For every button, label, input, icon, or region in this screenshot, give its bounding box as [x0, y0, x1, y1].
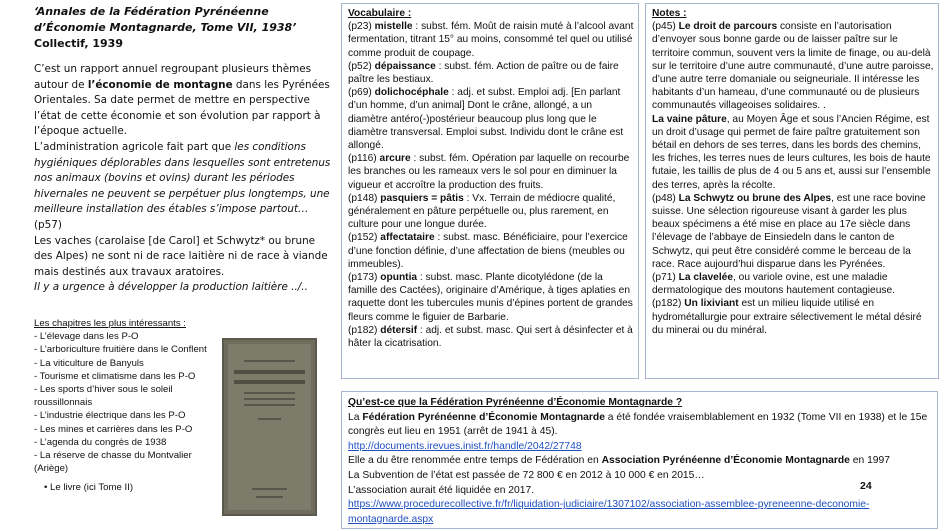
note-ref: (p45) [652, 21, 679, 33]
association-name: Association Pyrénéenne d’Économie Montagnarde [601, 455, 850, 467]
admin-page-ref: (p57) [34, 218, 62, 231]
note-term: La Schwytz ou brune des Alpes [678, 192, 832, 204]
entry-ref: (p182) [348, 324, 381, 336]
note-entry [652, 271, 934, 297]
entry-definition: : subst. masc. Plante dicotylédone (de la famille des Cactées), originaire d’Amérique, à tiges aplaties en raquette dont les tubercules munis d’épines portent de grandes fleurs comme le figuier de Barbarie. [348, 272, 633, 323]
page-number: 24 [860, 480, 872, 492]
book-cover-text-line [258, 418, 281, 420]
book-cover-text-line [256, 496, 283, 498]
urgency-text: Il y a urgence à développer la production laitière ../.. [34, 281, 308, 294]
note-ref: (p48) [652, 192, 679, 204]
vocab-entry [348, 271, 634, 324]
book-cover-surface [228, 344, 311, 510]
list-item: - L’arboriculture fruitière dans le Conflent [34, 344, 207, 356]
note-term: Le droit de parcours [678, 21, 778, 33]
federation-text: La [348, 411, 363, 423]
book-cover-text-line [244, 360, 295, 362]
note-definition: , est une race bovine suisse. Une sélection rigoureuse visant à garder les plus beaux spécimens a été mise en place au 17e siècle dans l’élevage de l’abbaye de Einsiedeln dans le canton de Schwytz, qui peut être considéré comme le berceau de la race. Race aujourd’hui disparue dans les Pyrénées. [652, 192, 926, 270]
list-item: - L’agenda du congrès de 1938 [34, 436, 167, 448]
entry-definition: : subst. masc. Bénéficiaire, pour l’exercice d’une fonction définie, d’une affectation de biens (meubles ou immeubles). [348, 232, 628, 270]
list-item: - La viticulture de Banyuls [34, 357, 144, 369]
note-term: La vaine pâture [652, 113, 727, 125]
note-definition: , ou variole ovine, est une maladie dermatologique des moutons hautement contagieuse. [652, 272, 895, 297]
intro-paragraph-2 [34, 140, 334, 234]
vocab-entry [348, 86, 634, 152]
federation-line: La Subvention de l’état est passée de 72 800 € en 2012 à 10 000 € en 2015… [348, 469, 705, 481]
entry-definition: : adj. et subst. masc. Qui sert à désinfecter et à hâter la cicatrisation. [348, 324, 633, 350]
book-title-rest: Collectif, 1939 [34, 37, 123, 50]
entry-ref: (p52) [348, 60, 375, 72]
book-cover-image [222, 338, 317, 516]
vocab-entry [348, 20, 634, 60]
list-item: - Les sports d’hiver sous le soleil roussillonnais [34, 384, 173, 409]
intro-text-end: dans les Pyrénées Orientales. Sa date permet de mettre en perspective l’état de cette économie et son évolution par rapport à l’époque actuelle. [34, 78, 330, 138]
note-entry [652, 192, 934, 271]
entry-ref: (p148) [348, 192, 381, 204]
entry-ref: (p116) [348, 153, 380, 165]
federation-heading: Qu’est-ce que la Fédération Pyrénéenne d’Économie Montagnarde ? [348, 397, 683, 408]
entry-term: opuntia [380, 272, 418, 284]
federation-name: Fédération Pyrénéenne d’Économie Montagnarde [362, 411, 605, 423]
entry-term: détersif [380, 324, 418, 336]
federation-text: en 1997 [849, 455, 890, 467]
note-ref: (p71) [652, 272, 679, 284]
book-title-italic: ‘Annales de la Fédération Pyrénéenne d’Économie Montagnarde, Tome VII, 1938’ [34, 5, 297, 34]
intro-paragraph-1 [34, 62, 334, 140]
list-item: - L’élevage dans les P-O [34, 331, 139, 343]
admin-text: L’administration agricole fait part que [34, 140, 235, 153]
chapters-heading: Les chapitres les plus intéressants : [34, 318, 186, 329]
entry-term: mistelle [374, 21, 413, 33]
chapters-list [34, 317, 224, 495]
note-entry [652, 20, 934, 112]
list-item: - L’industrie électrique dans les P-O [34, 410, 186, 422]
book-cover-text-line [244, 404, 295, 406]
list-item: - Les mines et carrières dans les P-O [34, 423, 193, 435]
note-definition: consiste en l’autorisation d’envoyer sous bonne garde ou de laisser paître sur le territoire commun, souvent vers la limite de finage, ou au-delà sur le territoire d’une autre communauté, d’une autre paroisse, d’une autre terre domaniale ou seigneuriale. Il intéresse les habitants d’un hameau, d’une communauté ou de plusieurs communautés villageoises solidaires. . [652, 21, 934, 112]
book-title [34, 4, 334, 52]
note-term: La clavelée [678, 272, 733, 284]
entry-definition: : adj. et subst. Emploi adj. [En parlant d’un homme, d’un animal] Dont le crâne, allongé, a un diamètre antéro(-)postérieur beaucoup plus long que le diamètre transversal. Emploi subst. Individu dont le crâne est allongé. [348, 87, 624, 152]
entry-ref: (p69) [348, 87, 375, 99]
intro-text: C’est un rapport annuel regroupant plusieurs thèmes autour de [34, 63, 312, 91]
vocab-entry [348, 152, 634, 192]
federation-line [348, 411, 933, 440]
book-cover-text-line [252, 488, 287, 490]
vocabulary-heading: Vocabulaire : [348, 8, 412, 19]
book-cover-text-line [244, 392, 295, 394]
note-entry [652, 113, 934, 192]
entry-term: dolichocéphale [374, 87, 449, 99]
admin-quote: les conditions hygiéniques déplorables dans lesquelles sont entretenus nos animaux (bovins et ovins) durant les périodes hivernales ne peuvent se perpétuer plus longtemps, une meilleure installation des étables s’impose partout… [34, 140, 331, 216]
notes-heading: Notes : [652, 8, 687, 19]
book-cover-text-line [234, 370, 305, 374]
entry-term: pasquiers = pâtis [380, 192, 464, 204]
note-definition: est un milieu liquide utilisé en hydrométallurgie pour extraire sélectivement le métal désiré du minerai ou du minéral. [652, 298, 922, 336]
intro-paragraph-4 [34, 280, 334, 296]
note-definition: , au Moyen Âge et sous l’Ancien Régime, est un droit d’usage qui permet de faire paître gratuitement son bétail en dehors de ses terres, dans les bords des chemins, les friches, les terres nues de leurs cultures, les bois de haute futaie, les taillis de plus de 4 ou 5 ans et, aussi sur l’ensemble des terres, après la récolte. [652, 113, 931, 191]
entry-definition: : Vx. Terrain de médiocre qualité, généralement en pâture perpétuelle ou, plus rarement, en culture pour une longue durée. [348, 192, 616, 231]
procedure-collective-link[interactable]: https://www.procedurecollective.fr/fr/liquidation-judiciaire/1307102/association-assemblee-pyreneenne-deconomie-montagnarde.aspx [348, 499, 870, 525]
federation-line: L’association aurait été liquidée en 2017. [348, 484, 535, 496]
federation-info-box [341, 391, 938, 529]
entry-term: affectataire [380, 232, 435, 244]
vocab-entry [348, 324, 634, 350]
note-entry [652, 297, 934, 337]
vocabulary-box [341, 3, 639, 379]
book-cover-text-line [244, 398, 295, 400]
notes-box [645, 3, 939, 379]
vocab-entry [348, 60, 634, 86]
entry-ref: (p173) [348, 272, 381, 284]
entry-definition: : subst. fém. Moût de raisin muté à l’alcool avant fermentation, titrant 15° au moins, consommé tel quel ou utilisé comme produit de coupage. [348, 21, 634, 59]
list-item: - Tourisme et climatisme dans les P-O [34, 370, 196, 382]
intro-bold: l’économie de montagne [87, 78, 233, 91]
entry-ref: (p152) [348, 232, 381, 244]
entry-definition: : subst. fém. Action de paître ou de faire paître les bestiaux. [348, 60, 619, 86]
entry-term: arcure [379, 153, 411, 165]
entry-ref: (p23) [348, 21, 375, 33]
vocab-entry [348, 231, 634, 271]
book-cover-text-line [234, 380, 305, 384]
federation-text: a été fondée vraisemblablement en 1932 (Tome VII en 1938) et le 15e congrès eut lieu en 1951 (arrêt de 1941 à 45). [348, 411, 928, 438]
federation-text: Elle a du être renommée entre temps de Fédération en [348, 455, 602, 467]
intro-paragraph-3: Les vaches (carolaise [de Carol] et Schwytz* ou brune des Alpes) ne sont ni de race laitière ni de race à viande mais destinés aux travaux aratoires. [34, 234, 328, 278]
irevues-link[interactable]: http://documents.irevues.inist.fr/handle/2042/27748 [348, 440, 582, 452]
note-term: Un lixiviant [684, 298, 739, 310]
vocab-entry [348, 192, 634, 232]
entry-term: dépaissance [374, 60, 436, 72]
entry-definition: : subst. fém. Opération par laquelle on recourbe les branches ou les rameaux vers le sol pour en diminuer la vigueur et accroître la production des fruits. [348, 153, 630, 191]
intro-block [34, 4, 334, 296]
note-ref: (p182) [652, 298, 685, 310]
list-item: - La réserve de chasse du Montvalier (Ariège) [34, 450, 192, 475]
federation-line [348, 454, 933, 469]
book-bullet-item: • Le livre (ici Tome II) [44, 482, 134, 494]
